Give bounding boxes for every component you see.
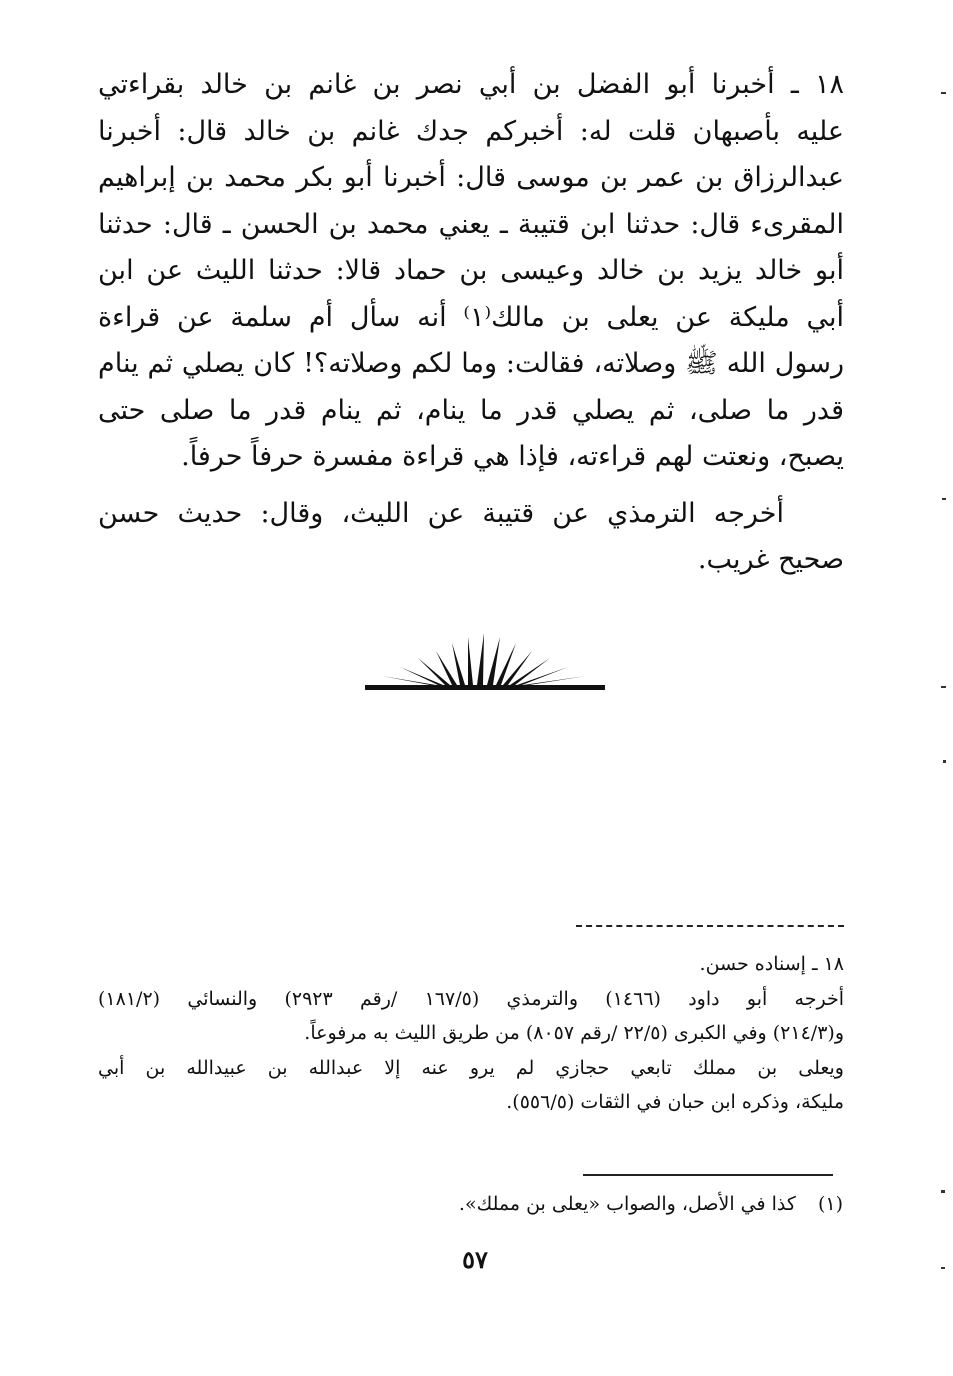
- footnote-line: ويعلى بن مملك تابعي حجازي لم يرو عنه إلا عبدالله بن عبيدالله بن أبي: [98, 1056, 844, 1079]
- sunburst-ornament-icon: [360, 625, 610, 697]
- text-line: عليه بأصبهان قلت له: أخبركم جدك غانم بن خالد قال: أخبرنا: [98, 115, 844, 147]
- margin-note: [459, 1188, 843, 1220]
- note-divider: [583, 1174, 833, 1176]
- text-line: أخرجه الترمذي عن قتيبة عن الليث، وقال: حديث حسن: [98, 497, 784, 529]
- footnote-line: و(٢١٤/٣) وفي الكبرى (٢٢/٥ /رقم ٨٠٥٧) من طريق الليث به مرفوعاً.: [304, 1022, 844, 1044]
- text-line: أبي مليكة عن يعلى بن مالك⁽١⁾ أنه سأل أم سلمة عن قراءة: [98, 301, 844, 333]
- page-number: ٥٧: [462, 1245, 488, 1274]
- text-line: يصبح، ونعتت لهم قراءته، فإذا هي قراءة مفسرة حرفاً حرفاً.: [181, 441, 844, 472]
- takhrij-paragraph: [98, 491, 844, 584]
- hadith-paragraph: [98, 62, 844, 481]
- footnote-line: أخرجه أبو داود (١٤٦٦) والترمذي (١٦٧/٥ /رقم ٢٩٢٣) والنسائي (١٨١/٢): [98, 987, 844, 1010]
- text-line: ١٨ ـ أخبرنا أبو الفضل بن أبي نصر بن غانم بن خالد بقراءتي: [98, 69, 844, 100]
- note-text: كذا في الأصل، والصواب «يعلى بن مملك».: [458, 1193, 796, 1215]
- scan-mark: [942, 498, 946, 500]
- text-line: عبدالرزاق بن عمر بن موسى قال: أخبرنا أبو بكر محمد بن إبراهيم: [98, 162, 844, 193]
- scan-mark: [941, 686, 946, 688]
- footnote-line: مليكة، وذكره ابن حبان في الثقات (٥٥٦/٥).: [506, 1091, 844, 1113]
- note-number: (١): [817, 1193, 843, 1215]
- text-line: قدر ما صلى، ثم يصلي قدر ما ينام، ثم ينام قدر ما صلى حتى: [98, 394, 844, 426]
- text-line: المقرىء قال: حدثنا ابن قتيبة ـ يعني محمد بن الحسن ـ قال: حدثنا: [98, 208, 844, 240]
- main-text-area: [98, 62, 844, 584]
- text-line: أبو خالد يزيد بن خالد وعيسى بن حماد قالا: حدثنا الليث عن ابن: [98, 255, 844, 286]
- footnote-line: ١٨ ـ إسناده حسن.: [699, 953, 844, 975]
- hadith-text: [98, 62, 844, 584]
- text-line: رسول الله ﷺ وصلاته، فقالت: وما لكم وصلاته؟! كان يصلي ثم ينام: [98, 348, 844, 379]
- footnote-text: [98, 947, 844, 1120]
- footnote-divider: [576, 925, 844, 927]
- scan-mark: [943, 760, 946, 763]
- scan-mark: [941, 92, 946, 94]
- text-line: صحيح غريب.: [697, 544, 844, 575]
- scan-mark: [941, 1190, 945, 1193]
- scan-mark: [941, 1267, 945, 1269]
